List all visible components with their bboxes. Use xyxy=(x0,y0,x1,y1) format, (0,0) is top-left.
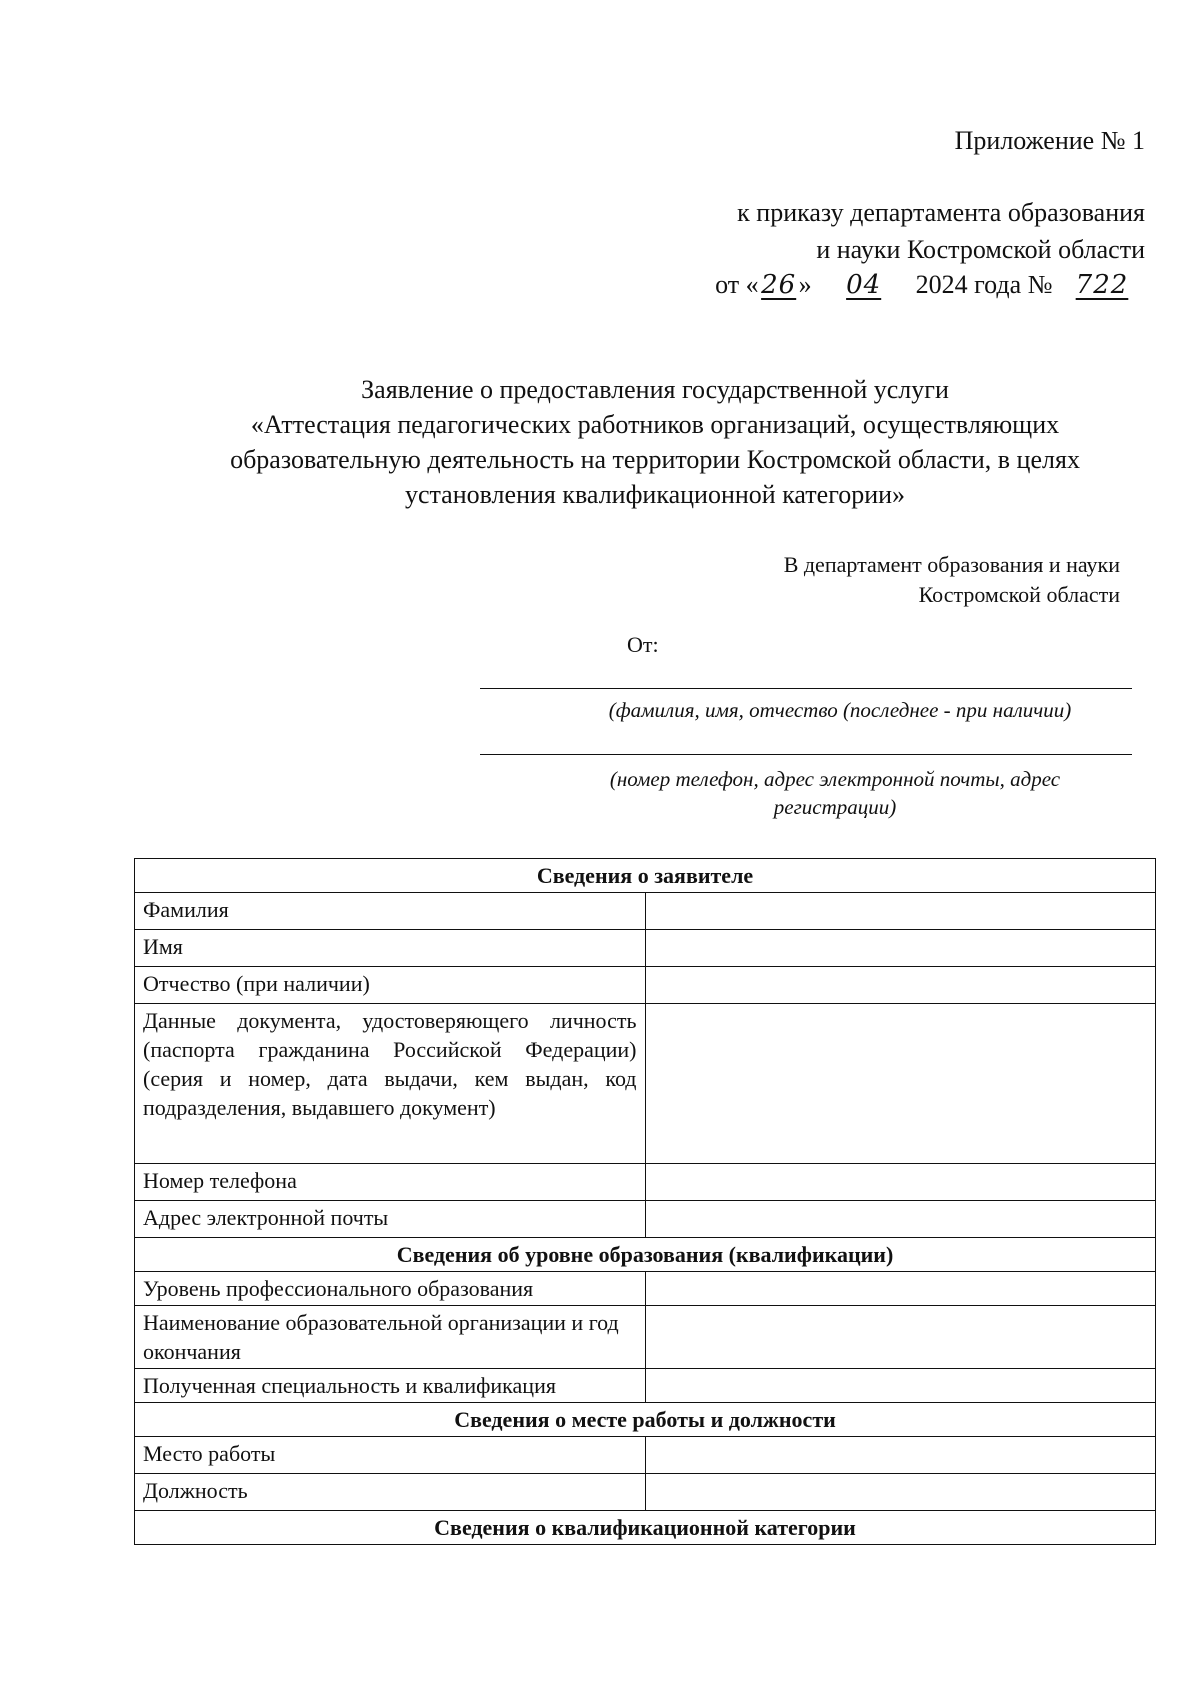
label-surname: Фамилия xyxy=(135,893,646,930)
label-patronymic: Отчество (при наличии) xyxy=(135,967,646,1004)
value-specialty[interactable] xyxy=(645,1369,1156,1403)
from-label: От: xyxy=(627,632,659,657)
value-identity-document[interactable] xyxy=(645,1004,1156,1164)
handwritten-day: 26 xyxy=(761,270,797,300)
value-education-level[interactable] xyxy=(645,1272,1156,1306)
value-surname[interactable] xyxy=(645,893,1156,930)
value-institution[interactable] xyxy=(645,1306,1156,1369)
table-row xyxy=(135,1369,1156,1403)
table-row xyxy=(135,1272,1156,1306)
label-name: Имя xyxy=(135,930,646,967)
label-position: Должность xyxy=(135,1474,646,1511)
value-phone[interactable] xyxy=(645,1164,1156,1201)
label-specialty: Полученная специальность и квалификация xyxy=(135,1369,646,1403)
label-institution: Наименование образовательной организации и год окончания xyxy=(135,1306,646,1369)
label-identity-document: Данные документа, удостоверяющего личность (паспорта гражданина Российской Федерации) (серия и номер, дата выдачи, кем выдан, код подразделения, выдавшего документ) xyxy=(135,1004,646,1164)
table-row xyxy=(135,1164,1156,1201)
table-row xyxy=(135,1306,1156,1369)
name-fill-line[interactable] xyxy=(480,688,1132,689)
order-date-line xyxy=(715,270,1145,300)
handwritten-order-number: 722 xyxy=(1075,270,1129,300)
handwritten-month: 04 xyxy=(846,270,882,300)
table-row xyxy=(135,1004,1156,1164)
date-year-text: 2024 года № xyxy=(915,270,1053,299)
section-header-row xyxy=(135,1403,1156,1437)
contacts-hint xyxy=(555,765,1115,821)
table-row xyxy=(135,1437,1156,1474)
value-name[interactable] xyxy=(645,930,1156,967)
title-line: Заявление о предоставления государственной услуги xyxy=(361,375,949,404)
section-applicant-header: Сведения о заявителе xyxy=(135,859,1156,893)
date-mid: » xyxy=(798,270,812,299)
table-row xyxy=(135,967,1156,1004)
hint-line: регистрации) xyxy=(773,795,897,819)
section-header-row xyxy=(135,1238,1156,1272)
addressee-line: В департамент образования и науки xyxy=(783,552,1120,577)
table-row xyxy=(135,1474,1156,1511)
value-patronymic[interactable] xyxy=(645,967,1156,1004)
title-line: образовательную деятельность на территории Костромской области, в целях xyxy=(230,445,1080,474)
value-workplace[interactable] xyxy=(645,1437,1156,1474)
applicant-info-table xyxy=(134,858,1156,1545)
value-email[interactable] xyxy=(645,1201,1156,1238)
label-education-level: Уровень профессионального образования xyxy=(135,1272,646,1306)
section-header-row xyxy=(135,1511,1156,1545)
label-workplace: Место работы xyxy=(135,1437,646,1474)
table-row xyxy=(135,1201,1156,1238)
table-row xyxy=(135,930,1156,967)
section-header-row xyxy=(135,859,1156,893)
section-education-header: Сведения об уровне образования (квалификации) xyxy=(135,1238,1156,1272)
section-category-header: Сведения о квалификационной категории xyxy=(135,1511,1156,1545)
title-line: «Аттестация педагогических работников организаций, осуществляющих xyxy=(250,410,1060,439)
order-reference-line1: к приказу департамента образования xyxy=(737,198,1145,227)
addressee-line: Костромской области xyxy=(918,582,1120,607)
label-phone: Номер телефона xyxy=(135,1164,646,1201)
order-reference-line2: и науки Костромской области xyxy=(816,235,1145,264)
label-email: Адрес электронной почты xyxy=(135,1201,646,1238)
name-hint: (фамилия, имя, отчество (последнее - при наличии) xyxy=(608,698,1072,722)
date-prefix: от « xyxy=(715,270,759,299)
document-title xyxy=(110,372,1200,512)
addressee xyxy=(784,550,1120,610)
title-line: установления квалификационной категории» xyxy=(404,480,906,509)
section-workplace-header: Сведения о месте работы и должности xyxy=(135,1403,1156,1437)
value-position[interactable] xyxy=(645,1474,1156,1511)
table-row xyxy=(135,893,1156,930)
contacts-fill-line[interactable] xyxy=(480,754,1132,755)
appendix-label: Приложение № 1 xyxy=(954,126,1145,155)
hint-line: (номер телефон, адрес электронной почты, адрес xyxy=(609,767,1061,791)
